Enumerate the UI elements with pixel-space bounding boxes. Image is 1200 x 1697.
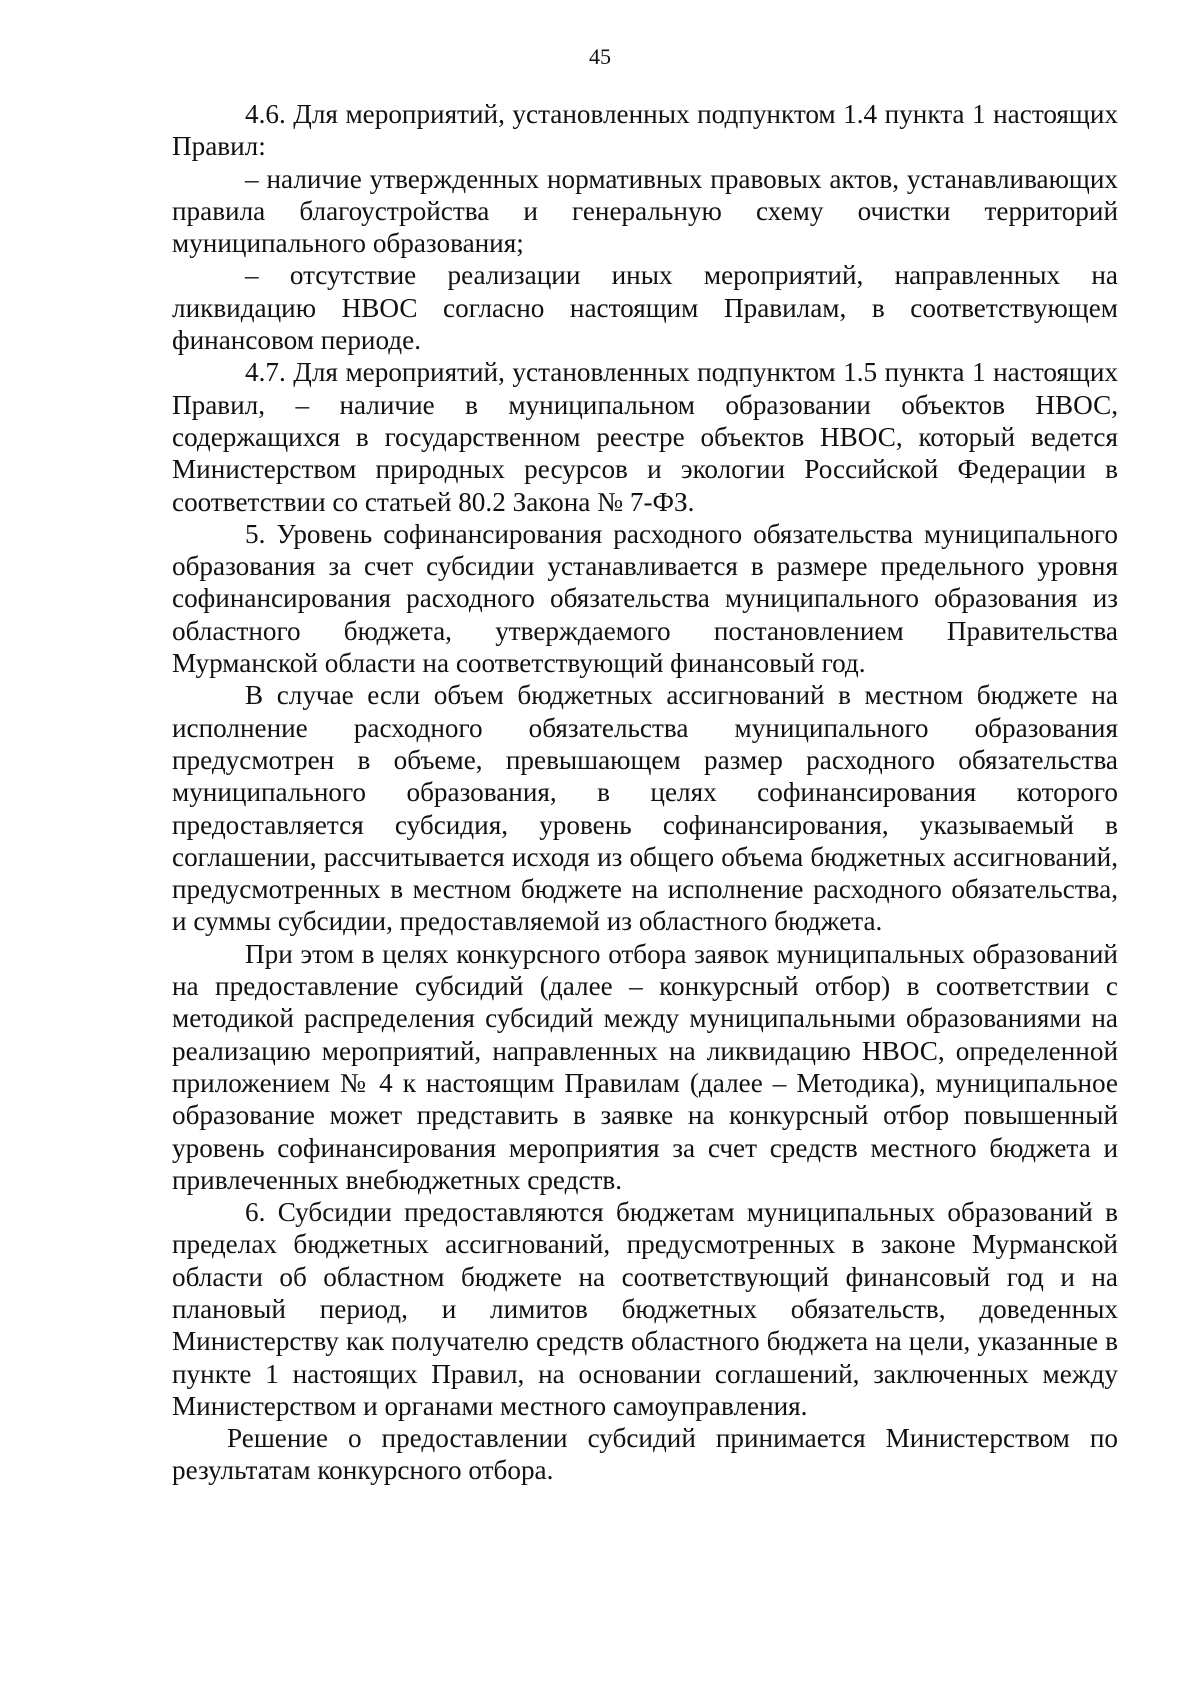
document-body — [172, 98, 1118, 1487]
paragraph-6: 6. Субсидии предоставляются бюджетам муниципальных образований в пределах бюджетных ассигнований, предусмотренных в законе Мурманской области об областном бюджете на соответствующий финансовый год и на плановый период, и лимитов бюджетных обязательств, доведенных Министерству как получателю средств областного бюджета на цели, указанные в пункте 1 настоящих Правил, на основании соглашений, заключенных между Министерством и органами местного самоуправления. — [172, 1197, 1118, 1421]
paragraph-4-6-item-1: – наличие утвержденных нормативных правовых актов, устанавливающих правила благоустройства и генеральную схему очистки территорий муниципального образования; — [172, 163, 1118, 259]
paragraph-5-budget-case: В случае если объем бюджетных ассигнований в местном бюджете на исполнение расходного обязательства муниципального образования предусмотрен в объеме, превышающем размер расходного обязательства муниципального образования, в целях софинансирования которого предоставляется субсидия, уровень софинансирования, указываемый в соглашении, рассчитывается исходя из общего объема бюджетных ассигнований, предусмотренных в местном бюджете на исполнение расходного обязательства, и суммы субсидии, предоставляемой из областного бюджета. — [172, 680, 1118, 937]
paragraph-5: 5. Уровень софинансирования расходного обязательства муниципального образования за счет субсидии устанавливается в размере предельного уровня софинансирования расходного обязательства муниципального образования из областного бюджета, утверждаемого постановлением Правительства Мурманской области на соответствующий финансовый год. — [172, 518, 1118, 679]
paragraph-4-6: 4.6. Для мероприятий, установленных подпунктом 1.4 пункта 1 настоящих Правил: — [172, 99, 1118, 162]
paragraph-4-7: 4.7. Для мероприятий, установленных подпунктом 1.5 пункта 1 настоящих Правил, – наличие в муниципальном образовании объектов НВОС, содержащихся в государственном реестре объектов НВОС, который ведется Министерством природных ресурсов и экологии Российской Федерации в соответствии со статьей 80.2 Закона № 7-ФЗ. — [172, 357, 1118, 517]
paragraph-4-6-item-2: – отсутствие реализации иных мероприятий, направленных на ликвидацию НВОС согласно настоящим Правилам, в соответствующем финансовом периоде. — [172, 260, 1118, 356]
page-number: 45 — [589, 44, 611, 69]
paragraph-5-competitive-selection: При этом в целях конкурсного отбора заявок муниципальных образований на предоставление субсидий (далее – конкурсный отбор) в соответствии с методикой распределения субсидий между муниципальными образованиями на реализацию мероприятий, направленных на ликвидацию НВОС, определенной приложением № 4 к настоящим Правилам (далее – Методика), муниципальное образование может представить в заявке на конкурсный отбор повышенный уровень софинансирования мероприятия за счет средств местного бюджета и привлеченных внебюджетных средств. — [172, 938, 1118, 1195]
paragraph-6-decision: Решение о предоставлении субсидий принимается Министерством по результатам конкурсного отбора. — [172, 1423, 1118, 1486]
